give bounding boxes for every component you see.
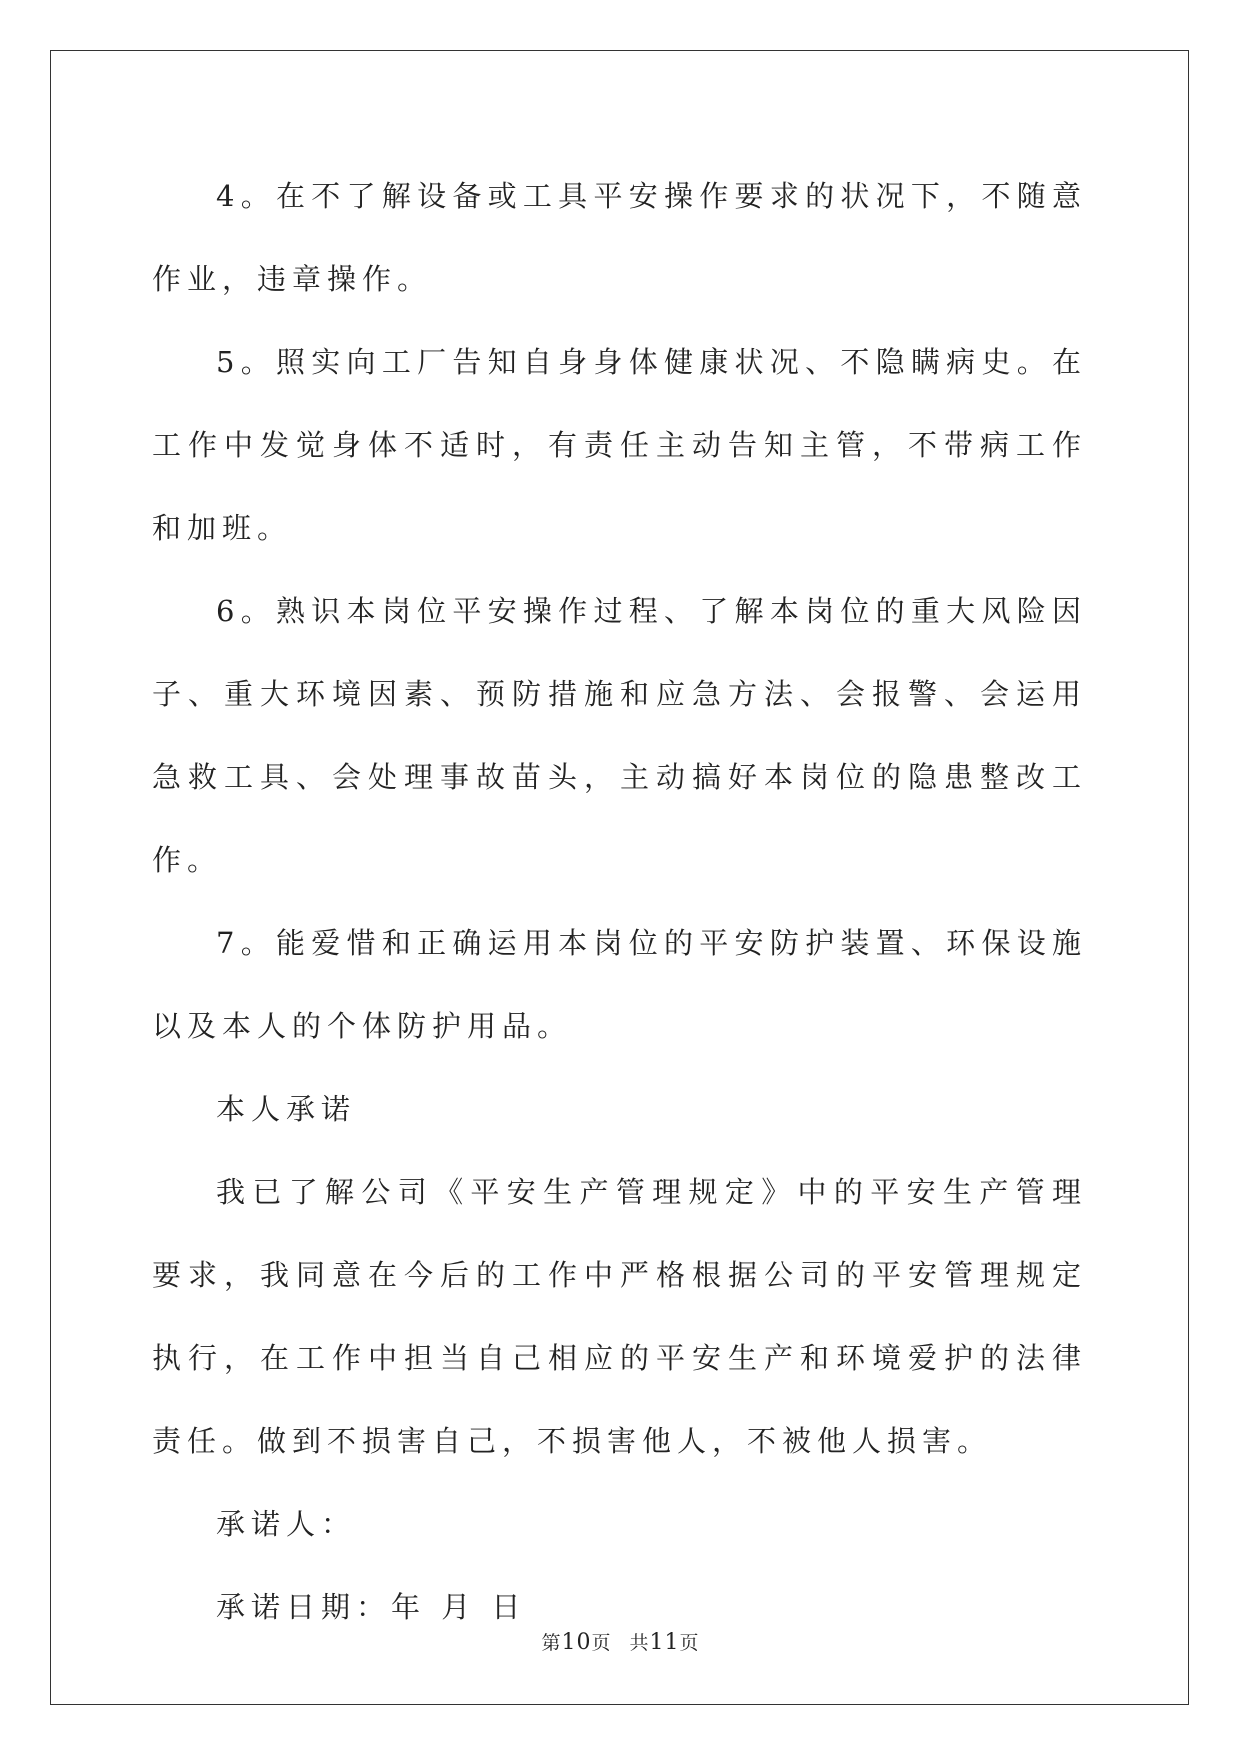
total-pages: 11 bbox=[649, 1630, 680, 1655]
paragraph-item-7: 7。能爱惜和正确运用本岗位的平安防护装置、环保设施以及本人的个体防护用品。 bbox=[152, 926, 1087, 1043]
commitment-statement: 我已了解公司《平安生产管理规定》中的平安生产管理要求，我同意在今后的工作中严格根据公司的平安管理规定执行，在工作中担当自己相应的平安生产和环境爱护的法律责任。做到不损害自己，不损害他人，不被他人损害。 bbox=[152, 1175, 1087, 1458]
page-number: 10 bbox=[561, 1630, 592, 1655]
total-prefix: 共 bbox=[629, 1632, 650, 1654]
page-suffix: 页 bbox=[591, 1632, 612, 1654]
signatory-line: 承诺人： bbox=[216, 1507, 357, 1541]
paragraph-item-6: 6。熟识本岗位平安操作过程、了解本岗位的重大风险因子、重大环境因素、预防措施和应急方法、会报警、会运用急救工具、会处理事故苗头，主动搞好本岗位的隐患整改工作。 bbox=[152, 594, 1087, 877]
document-body bbox=[152, 155, 1087, 1649]
total-suffix: 页 bbox=[679, 1632, 700, 1654]
page-prefix: 第 bbox=[541, 1632, 562, 1654]
paragraph-item-5: 5。照实向工厂告知自身身体健康状况、不隐瞒病史。在工作中发觉身体不适时，有责任主动告知主管，不带病工作和加班。 bbox=[152, 345, 1087, 545]
commitment-heading: 本人承诺 bbox=[216, 1092, 357, 1126]
paragraph-item-4: 4。在不了解设备或工具平安操作要求的状况下，不随意作业，违章操作。 bbox=[152, 179, 1087, 296]
date-line: 承诺日期：年 月 日 bbox=[216, 1590, 527, 1624]
page-footer bbox=[0, 1628, 1241, 1655]
